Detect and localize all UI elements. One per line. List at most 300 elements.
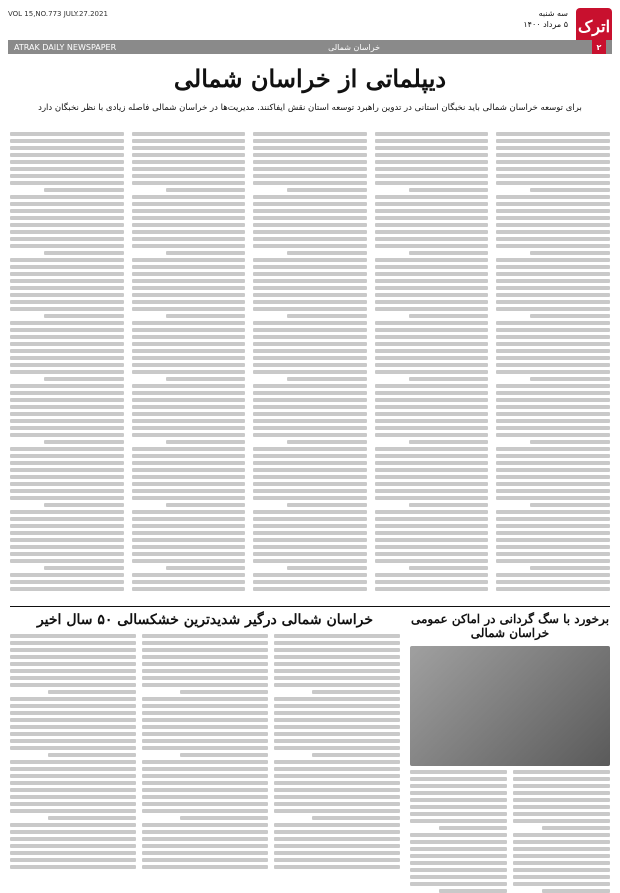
text-line-placeholder (142, 767, 268, 771)
text-line-placeholder (10, 760, 136, 764)
text-line-placeholder (274, 823, 400, 827)
text-line-placeholder (375, 482, 489, 486)
text-line-placeholder (10, 342, 124, 346)
text-line-placeholder (375, 419, 489, 423)
text-line-placeholder (513, 805, 610, 809)
text-line-placeholder (253, 419, 367, 423)
column-4 (132, 132, 246, 602)
text-line-placeholder (274, 718, 400, 722)
text-line-placeholder (253, 398, 367, 402)
text-line-placeholder (10, 230, 124, 234)
text-line-placeholder (10, 398, 124, 402)
text-line-placeholder (142, 858, 268, 862)
text-line-placeholder (10, 328, 124, 332)
text-line-placeholder (132, 279, 246, 283)
text-line-placeholder (274, 655, 400, 659)
text-line-placeholder (10, 454, 124, 458)
text-line-placeholder (10, 405, 124, 409)
text-line-placeholder (274, 795, 400, 799)
text-line-placeholder (142, 718, 268, 722)
text-line-placeholder (142, 802, 268, 806)
text-line-placeholder (496, 510, 610, 514)
text-line-placeholder (44, 251, 124, 255)
text-line-placeholder (375, 300, 489, 304)
text-line-placeholder (180, 816, 268, 820)
text-line-placeholder (10, 279, 124, 283)
text-line-placeholder (496, 279, 610, 283)
text-line-placeholder (409, 440, 489, 444)
text-line-placeholder (10, 865, 136, 869)
text-line-placeholder (253, 510, 367, 514)
text-line-placeholder (166, 251, 246, 255)
text-line-placeholder (10, 307, 124, 311)
text-line-placeholder (375, 209, 489, 213)
text-line-placeholder (496, 531, 610, 535)
column-1 (496, 132, 610, 602)
text-line-placeholder (253, 454, 367, 458)
text-line-placeholder (142, 837, 268, 841)
dog-walking-headline: برخورد با سگ گردانی در اماکن عمومی خراسان شمالی (410, 612, 610, 640)
text-line-placeholder (496, 426, 610, 430)
text-line-placeholder (287, 440, 367, 444)
text-line-placeholder (132, 391, 246, 395)
text-line-placeholder (142, 865, 268, 869)
text-line-placeholder (253, 223, 367, 227)
text-line-placeholder (375, 510, 489, 514)
text-line-placeholder (10, 669, 136, 673)
text-line-placeholder (132, 146, 246, 150)
page-number: ۲ (592, 40, 606, 54)
text-line-placeholder (496, 391, 610, 395)
text-line-placeholder (142, 725, 268, 729)
text-line-placeholder (410, 805, 507, 809)
text-line-placeholder (496, 237, 610, 241)
text-line-placeholder (496, 538, 610, 542)
text-line-placeholder (142, 634, 268, 638)
text-line-placeholder (132, 419, 246, 423)
dog-walking-columns (410, 770, 610, 893)
text-line-placeholder (375, 559, 489, 563)
text-line-placeholder (132, 475, 246, 479)
text-line-placeholder (496, 258, 610, 262)
text-line-placeholder (132, 356, 246, 360)
text-line-placeholder (375, 405, 489, 409)
text-line-placeholder (496, 195, 610, 199)
text-line-placeholder (496, 405, 610, 409)
text-line-placeholder (132, 461, 246, 465)
text-line-placeholder (10, 181, 124, 185)
text-line-placeholder (496, 433, 610, 437)
text-line-placeholder (253, 216, 367, 220)
dog-col-1 (513, 770, 610, 893)
text-line-placeholder (542, 889, 610, 893)
text-line-placeholder (253, 356, 367, 360)
text-line-placeholder (375, 356, 489, 360)
text-line-placeholder (409, 377, 489, 381)
text-line-placeholder (287, 314, 367, 318)
text-line-placeholder (410, 854, 507, 858)
drought-col-3 (10, 634, 136, 869)
dog-walking-story (410, 612, 610, 877)
text-line-placeholder (375, 307, 489, 311)
text-line-placeholder (142, 711, 268, 715)
text-line-placeholder (375, 412, 489, 416)
text-line-placeholder (142, 830, 268, 834)
text-line-placeholder (496, 146, 610, 150)
column-5 (10, 132, 124, 602)
text-line-placeholder (132, 300, 246, 304)
text-line-placeholder (132, 230, 246, 234)
text-line-placeholder (142, 760, 268, 764)
text-line-placeholder (10, 809, 136, 813)
text-line-placeholder (132, 265, 246, 269)
text-line-placeholder (496, 321, 610, 325)
text-line-placeholder (253, 146, 367, 150)
text-line-placeholder (375, 524, 489, 528)
text-line-placeholder (530, 503, 610, 507)
text-line-placeholder (375, 454, 489, 458)
text-line-placeholder (496, 363, 610, 367)
text-line-placeholder (513, 861, 610, 865)
text-line-placeholder (375, 545, 489, 549)
text-line-placeholder (253, 482, 367, 486)
text-line-placeholder (530, 188, 610, 192)
text-line-placeholder (142, 697, 268, 701)
section-divider (10, 606, 610, 607)
text-line-placeholder (496, 300, 610, 304)
text-line-placeholder (10, 370, 124, 374)
text-line-placeholder (166, 566, 246, 570)
text-line-placeholder (253, 461, 367, 465)
text-line-placeholder (10, 300, 124, 304)
text-line-placeholder (132, 405, 246, 409)
text-line-placeholder (10, 132, 124, 136)
text-line-placeholder (513, 798, 610, 802)
text-line-placeholder (142, 844, 268, 848)
text-line-placeholder (10, 272, 124, 276)
text-line-placeholder (410, 847, 507, 851)
text-line-placeholder (132, 573, 246, 577)
text-line-placeholder (410, 819, 507, 823)
text-line-placeholder (142, 662, 268, 666)
text-line-placeholder (253, 181, 367, 185)
text-line-placeholder (10, 538, 124, 542)
text-line-placeholder (375, 132, 489, 136)
text-line-placeholder (410, 791, 507, 795)
text-line-placeholder (142, 732, 268, 736)
text-line-placeholder (10, 531, 124, 535)
text-line-placeholder (496, 244, 610, 248)
text-line-placeholder (132, 167, 246, 171)
text-line-placeholder (253, 335, 367, 339)
text-line-placeholder (496, 468, 610, 472)
text-line-placeholder (496, 489, 610, 493)
text-line-placeholder (44, 440, 124, 444)
text-line-placeholder (132, 559, 246, 563)
text-line-placeholder (375, 552, 489, 556)
text-line-placeholder (10, 858, 136, 862)
text-line-placeholder (375, 181, 489, 185)
text-line-placeholder (530, 566, 610, 570)
text-line-placeholder (10, 697, 136, 701)
text-line-placeholder (287, 503, 367, 507)
text-line-placeholder (375, 342, 489, 346)
text-line-placeholder (274, 830, 400, 834)
drought-col-2 (142, 634, 268, 869)
text-line-placeholder (496, 272, 610, 276)
text-line-placeholder (496, 580, 610, 584)
text-line-placeholder (132, 293, 246, 297)
text-line-placeholder (410, 833, 507, 837)
text-line-placeholder (496, 573, 610, 577)
text-line-placeholder (253, 174, 367, 178)
text-line-placeholder (410, 777, 507, 781)
text-line-placeholder (409, 566, 489, 570)
text-line-placeholder (513, 854, 610, 858)
text-line-placeholder (253, 258, 367, 262)
text-line-placeholder (10, 802, 136, 806)
text-line-placeholder (10, 510, 124, 514)
text-line-placeholder (132, 244, 246, 248)
dog-col-2 (410, 770, 507, 893)
text-line-placeholder (132, 489, 246, 493)
text-line-placeholder (142, 809, 268, 813)
text-line-placeholder (274, 844, 400, 848)
text-line-placeholder (10, 195, 124, 199)
text-line-placeholder (274, 662, 400, 666)
text-line-placeholder (10, 580, 124, 584)
text-line-placeholder (274, 725, 400, 729)
text-line-placeholder (10, 795, 136, 799)
text-line-placeholder (132, 223, 246, 227)
text-line-placeholder (10, 286, 124, 290)
text-line-placeholder (274, 781, 400, 785)
text-line-placeholder (132, 328, 246, 332)
text-line-placeholder (496, 475, 610, 479)
text-line-placeholder (10, 774, 136, 778)
text-line-placeholder (142, 641, 268, 645)
text-line-placeholder (410, 784, 507, 788)
text-line-placeholder (132, 447, 246, 451)
text-line-placeholder (253, 538, 367, 542)
text-line-placeholder (375, 244, 489, 248)
text-line-placeholder (253, 293, 367, 297)
text-line-placeholder (530, 314, 610, 318)
issue-info: VOL 15,NO.773 JULY.27.2021 (8, 10, 108, 18)
text-line-placeholder (496, 545, 610, 549)
text-line-placeholder (375, 174, 489, 178)
text-line-placeholder (530, 440, 610, 444)
text-line-placeholder (10, 433, 124, 437)
text-line-placeholder (142, 781, 268, 785)
text-line-placeholder (513, 833, 610, 837)
date: ۵ مرداد ۱۴۰۰ (523, 20, 568, 29)
text-line-placeholder (513, 882, 610, 886)
text-line-placeholder (10, 363, 124, 367)
text-line-placeholder (253, 279, 367, 283)
text-line-placeholder (287, 188, 367, 192)
text-line-placeholder (375, 447, 489, 451)
text-line-placeholder (375, 293, 489, 297)
text-line-placeholder (253, 426, 367, 430)
text-line-placeholder (10, 384, 124, 388)
text-line-placeholder (375, 279, 489, 283)
text-line-placeholder (496, 482, 610, 486)
text-line-placeholder (132, 426, 246, 430)
text-line-placeholder (253, 195, 367, 199)
text-line-placeholder (132, 321, 246, 325)
text-line-placeholder (253, 300, 367, 304)
text-line-placeholder (10, 634, 136, 638)
text-line-placeholder (375, 587, 489, 591)
newspaper-logo: اترک (576, 8, 612, 44)
text-line-placeholder (375, 426, 489, 430)
text-line-placeholder (10, 545, 124, 549)
text-line-placeholder (274, 634, 400, 638)
text-line-placeholder (132, 398, 246, 402)
text-line-placeholder (132, 342, 246, 346)
article-columns (10, 132, 610, 602)
text-line-placeholder (132, 552, 246, 556)
text-line-placeholder (496, 293, 610, 297)
text-line-placeholder (132, 132, 246, 136)
text-line-placeholder (10, 139, 124, 143)
text-line-placeholder (496, 370, 610, 374)
text-line-placeholder (10, 676, 136, 680)
text-line-placeholder (410, 861, 507, 865)
text-line-placeholder (180, 753, 268, 757)
text-line-placeholder (253, 468, 367, 472)
text-line-placeholder (253, 545, 367, 549)
text-line-placeholder (10, 153, 124, 157)
text-line-placeholder (142, 739, 268, 743)
text-line-placeholder (274, 809, 400, 813)
text-line-placeholder (10, 216, 124, 220)
text-line-placeholder (375, 216, 489, 220)
text-line-placeholder (253, 132, 367, 136)
text-line-placeholder (10, 552, 124, 556)
text-line-placeholder (496, 412, 610, 416)
text-line-placeholder (375, 349, 489, 353)
text-line-placeholder (10, 293, 124, 297)
text-line-placeholder (142, 655, 268, 659)
text-line-placeholder (253, 552, 367, 556)
text-line-placeholder (496, 587, 610, 591)
text-line-placeholder (132, 496, 246, 500)
text-line-placeholder (513, 777, 610, 781)
text-line-placeholder (142, 683, 268, 687)
text-line-placeholder (439, 826, 507, 830)
text-line-placeholder (142, 774, 268, 778)
text-line-placeholder (375, 230, 489, 234)
text-line-placeholder (44, 188, 124, 192)
text-line-placeholder (10, 767, 136, 771)
text-line-placeholder (274, 683, 400, 687)
text-line-placeholder (142, 851, 268, 855)
text-line-placeholder (410, 812, 507, 816)
text-line-placeholder (312, 753, 400, 757)
text-line-placeholder (253, 580, 367, 584)
text-line-placeholder (496, 461, 610, 465)
text-line-placeholder (253, 587, 367, 591)
text-line-placeholder (496, 454, 610, 458)
text-line-placeholder (409, 314, 489, 318)
text-line-placeholder (274, 648, 400, 652)
text-line-placeholder (166, 440, 246, 444)
text-line-placeholder (10, 447, 124, 451)
text-line-placeholder (312, 690, 400, 694)
text-line-placeholder (496, 419, 610, 423)
text-line-placeholder (10, 517, 124, 521)
text-line-placeholder (253, 272, 367, 276)
text-line-placeholder (142, 746, 268, 750)
text-line-placeholder (513, 840, 610, 844)
text-line-placeholder (496, 559, 610, 563)
text-line-placeholder (312, 816, 400, 820)
text-line-placeholder (253, 167, 367, 171)
text-line-placeholder (48, 690, 136, 694)
text-line-placeholder (253, 328, 367, 332)
text-line-placeholder (253, 559, 367, 563)
text-line-placeholder (132, 160, 246, 164)
text-line-placeholder (10, 746, 136, 750)
text-line-placeholder (48, 816, 136, 820)
text-line-placeholder (496, 153, 610, 157)
text-line-placeholder (375, 475, 489, 479)
text-line-placeholder (44, 566, 124, 570)
text-line-placeholder (132, 545, 246, 549)
text-line-placeholder (132, 335, 246, 339)
text-line-placeholder (180, 690, 268, 694)
text-line-placeholder (132, 384, 246, 388)
text-line-placeholder (10, 641, 136, 645)
text-line-placeholder (132, 195, 246, 199)
text-line-placeholder (375, 265, 489, 269)
banner-right: خراسان شمالی (328, 42, 381, 52)
text-line-placeholder (132, 538, 246, 542)
text-line-placeholder (253, 139, 367, 143)
text-line-placeholder (375, 286, 489, 290)
text-line-placeholder (166, 503, 246, 507)
text-line-placeholder (132, 524, 246, 528)
drought-headline: خراسان شمالی درگیر شدیدترین خشکسالی ۵۰ سال اخیر (36, 612, 374, 628)
text-line-placeholder (496, 398, 610, 402)
drought-story (10, 612, 400, 877)
text-line-placeholder (10, 468, 124, 472)
text-line-placeholder (274, 851, 400, 855)
text-line-placeholder (10, 349, 124, 353)
text-line-placeholder (513, 819, 610, 823)
masthead (8, 8, 612, 52)
text-line-placeholder (10, 426, 124, 430)
text-line-placeholder (274, 739, 400, 743)
text-line-placeholder (409, 503, 489, 507)
text-line-placeholder (142, 669, 268, 673)
text-line-placeholder (44, 377, 124, 381)
text-line-placeholder (132, 202, 246, 206)
text-line-placeholder (132, 510, 246, 514)
main-headline: دیپلماتی از خراسان شمالی (173, 64, 447, 93)
text-line-placeholder (496, 307, 610, 311)
text-line-placeholder (132, 272, 246, 276)
text-line-placeholder (375, 167, 489, 171)
text-line-placeholder (375, 433, 489, 437)
text-line-placeholder (253, 524, 367, 528)
text-line-placeholder (375, 370, 489, 374)
text-line-placeholder (132, 286, 246, 290)
text-line-placeholder (10, 461, 124, 465)
column-2 (375, 132, 489, 602)
